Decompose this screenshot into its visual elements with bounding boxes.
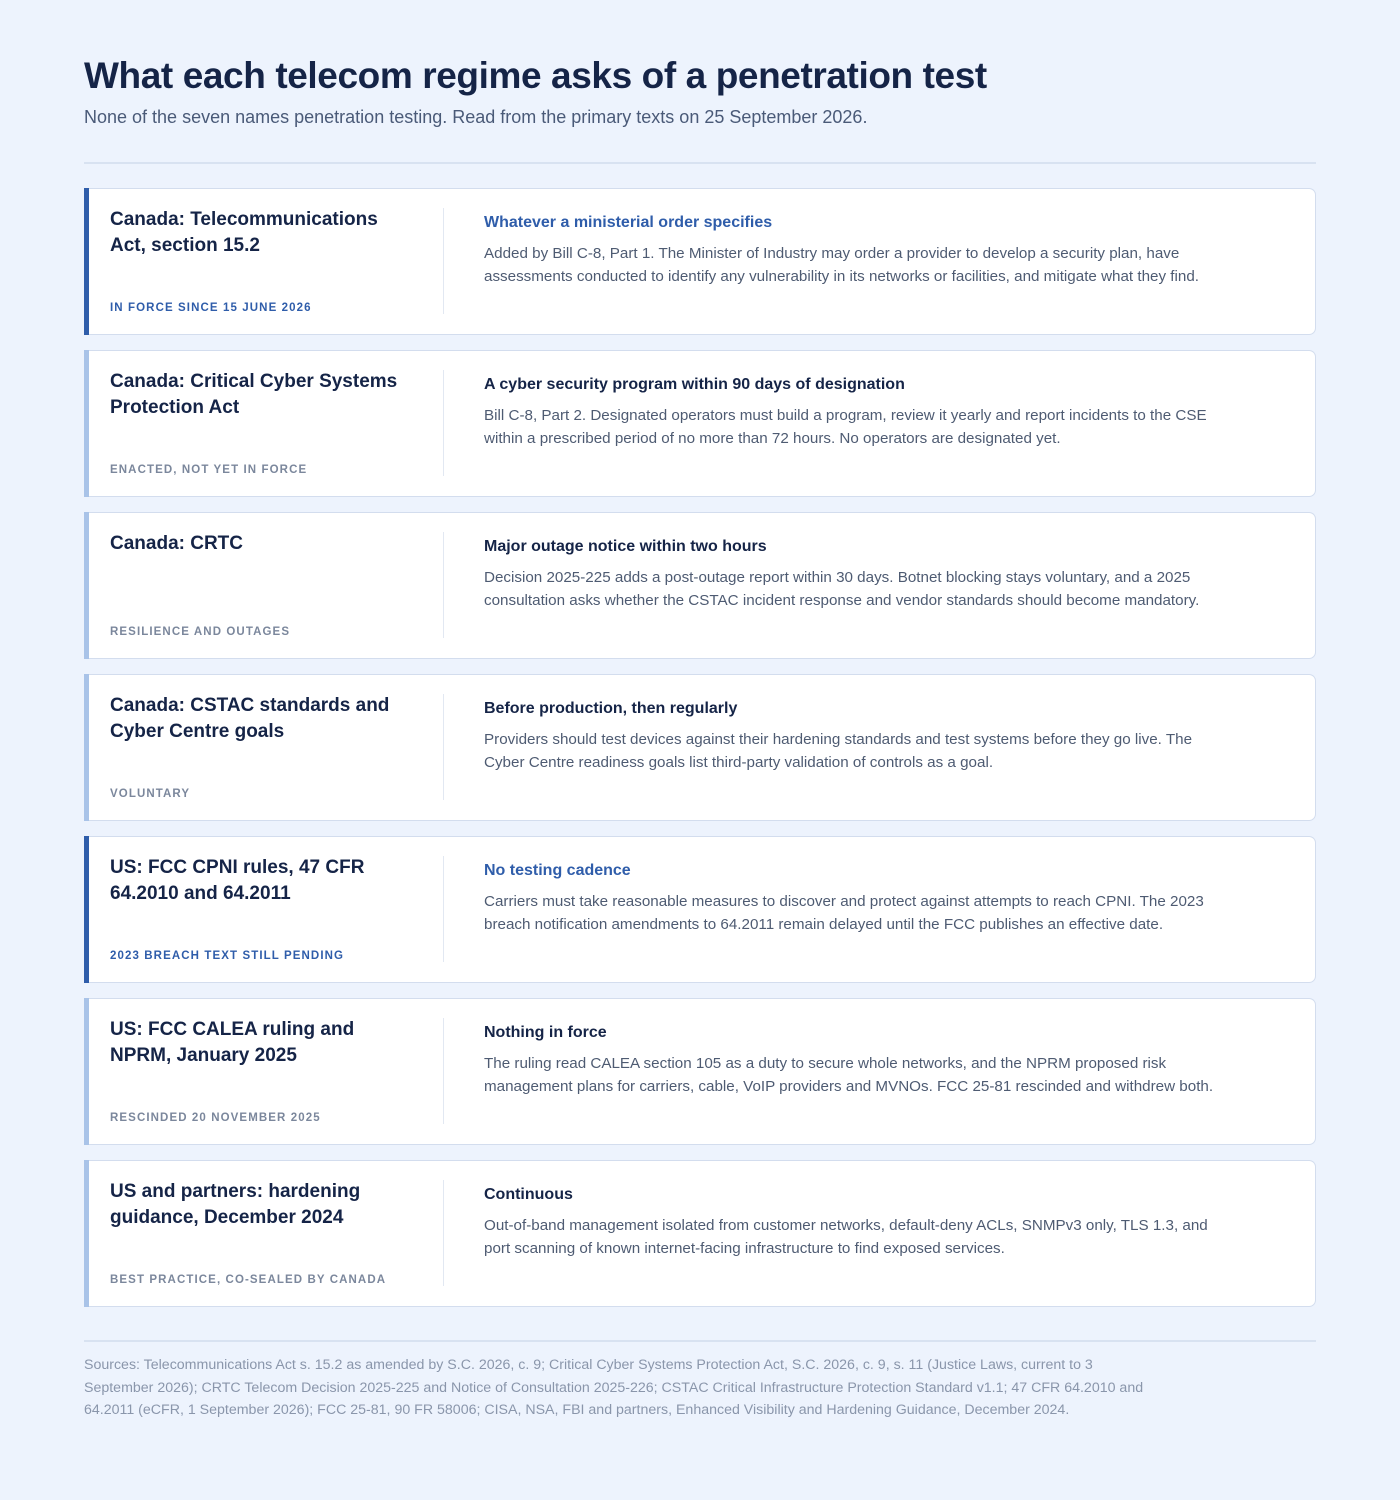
regime-body: The ruling read CALEA section 105 as a duty to secure whole networks, and the NPRM proposed risk management plans for carriers, cable, VoIP providers and MVNOs. FCC 25-81 rescinded and withdrew both. [484,1055,1214,1095]
regime-heading: Major outage notice within two hours [484,538,767,555]
regime-card-cstac [84,674,1316,821]
footer-divider [84,1340,1316,1342]
regime-name: Canada: CSTAC standards and Cyber Centre goals [110,695,390,742]
regime-meta [84,837,444,982]
regime-name: Canada: Critical Cyber Systems Protection Act [110,371,398,418]
regime-status: RESCINDED 20 NOVEMBER 2025 [110,1112,321,1124]
regime-body: Providers should test devices against their hardening standards and test systems before they go live. The Cyber Centre readiness goals list third-party validation of controls as a goal. [484,731,1193,771]
regime-name: US and partners: hardening guidance, December 2024 [110,1181,361,1228]
regime-meta [84,675,444,820]
regime-heading: Continuous [484,1186,573,1203]
regime-meta [84,999,444,1144]
regime-body: Decision 2025-225 adds a post-outage report within 30 days. Botnet blocking stays voluntary, and a 2025 consultation asks whether the CSTAC incident response and vendor standards should become mandatory. [484,569,1200,609]
regime-list [84,188,1316,1307]
page-subtitle: None of the seven names penetration testing. Read from the primary texts on 25 September 2026. [84,107,868,127]
card-divider [443,856,444,962]
card-divider [443,1018,444,1124]
regime-meta [84,513,444,658]
regime-heading: Before production, then regularly [484,700,738,717]
regime-status: ENACTED, NOT YET IN FORCE [110,464,308,476]
regime-body: Added by Bill C-8, Part 1. The Minister of Industry may order a provider to develop a security plan, have assessments conducted to identify any vulnerability in its networks or facilities, and mitigate what they find. [484,245,1200,285]
regime-name: Canada: CRTC [110,533,244,554]
card-divider [443,208,444,314]
regime-body: Out-of-band management isolated from customer networks, default-deny ACLs, SNMPv3 only, TLS 1.3, and port scanning of known internet-facing infrastructure to find exposed services. [484,1217,1208,1257]
regime-detail [444,189,1224,334]
regime-body: Carriers must take reasonable measures to discover and protect against attempts to reach CPNI. The 2023 breach notification amendments to 64.2011 remain delayed until the FCC publishes an effective date. [484,893,1204,933]
regime-card-crtc [84,512,1316,659]
regime-meta [84,1161,444,1306]
regime-heading: No testing cadence [484,862,631,879]
regime-detail [444,1161,1224,1306]
regime-card-telecom-act [84,188,1316,335]
header-divider [84,162,1316,164]
regime-status: IN FORCE SINCE 15 JUNE 2026 [110,302,312,314]
regime-meta [84,351,444,496]
regime-heading: A cyber security program within 90 days of designation [484,376,905,393]
regime-card-fcc-calea [84,998,1316,1145]
regime-heading: Whatever a ministerial order specifies [484,214,773,231]
regime-detail [444,675,1224,820]
regime-status: BEST PRACTICE, CO-SEALED BY CANADA [110,1274,387,1286]
regime-card-ccspa [84,350,1316,497]
card-divider [443,694,444,800]
regime-detail [444,999,1224,1144]
regime-detail [444,513,1224,658]
regime-detail [444,837,1224,982]
regime-name: US: FCC CPNI rules, 47 CFR 64.2010 and 64.2011 [110,857,365,904]
regime-body: Bill C-8, Part 2. Designated operators must build a program, review it yearly and report incidents to the CSE within a prescribed period of no more than 72 hours. No operators are designated yet. [484,407,1207,447]
regime-heading: Nothing in force [484,1024,607,1041]
regime-status: 2023 BREACH TEXT STILL PENDING [110,950,345,962]
card-divider [443,1180,444,1286]
regime-meta [84,189,444,334]
regime-detail [444,351,1224,496]
regime-status: RESILIENCE AND OUTAGES [110,626,291,638]
sources-note: Sources: Telecommunications Act s. 15.2 as amended by S.C. 2026, c. 9; Critical Cyber Systems Protection Act, S.C. 2026, c. 9, s. 11 (Justice Laws, current to 3 September 2026); CRTC Telecom Decision 2025-225 and Notice of Consultation 2025-226; CSTAC Critical Infrastructure Protection Standard v1.1; 47 CFR 64.2010 and 64.2011 (eCFR, 1 September 2026); FCC 25-81, 90 FR 58006; CISA, NSA, FBI and partners, Enhanced Visibility and Hardening Guidance, December 2024. [84,1357,1144,1418]
page-title: What each telecom regime asks of a penetration test [84,55,987,96]
card-divider [443,370,444,476]
regime-card-hardening-guidance [84,1160,1316,1307]
regime-name: Canada: Telecommunications Act, section 15.2 [110,209,378,256]
regime-status: VOLUNTARY [110,788,191,800]
regime-name: US: FCC CALEA ruling and NPRM, January 2025 [110,1019,355,1066]
regime-card-fcc-cpni [84,836,1316,983]
card-divider [443,532,444,638]
